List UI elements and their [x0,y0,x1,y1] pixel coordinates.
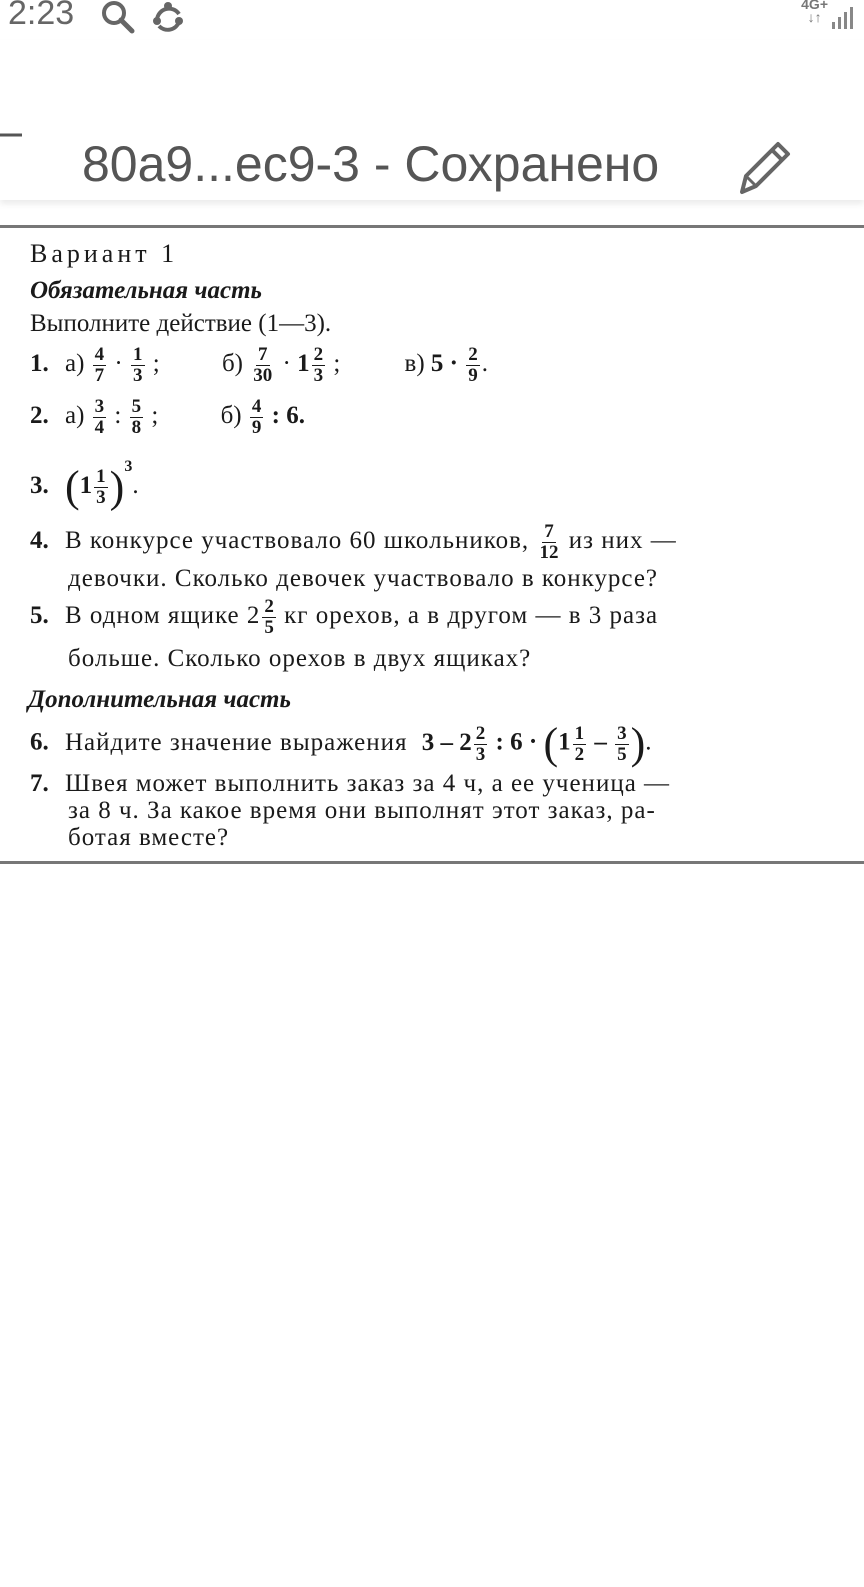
denominator: 3 [313,365,324,386]
fraction [130,397,144,438]
problem-5 [30,597,658,638]
fraction [93,397,107,438]
problem-7 [30,770,670,798]
whole-part: 1 [79,472,93,499]
fraction [537,522,560,563]
close-paren: ) [630,719,646,768]
denominator: 9 [251,417,262,438]
fraction [262,597,276,638]
denominator: 7 [94,365,105,386]
app-bar [0,40,864,200]
problem-number: 5. [30,602,49,630]
problem-number: 1. [30,350,49,378]
punctuation: . [645,728,652,756]
expression-part: 3 – 2 [421,728,472,756]
numerator: 4 [94,344,105,365]
status-time: 2:23 [8,0,75,32]
problem-4-line-2: девочки. Сколько девочек участвовало в конкурсе? [68,565,659,592]
edit-pencil-icon[interactable] [734,136,794,196]
problem-number: 4. [30,527,49,555]
whole-part: 1 [297,350,310,378]
fraction [250,397,264,438]
variant-heading: Вариант 1 [30,239,179,268]
denominator: 3 [96,486,106,508]
network-indicator [801,0,828,24]
close-paren: ) [109,462,125,512]
problem-text: В конкурсе участвовало 60 школьников, [65,527,530,555]
additional-heading: Дополнительная часть [28,686,291,713]
exponent: 3 [124,458,133,475]
denominator: 5 [264,617,274,638]
problem-number: 2. [30,402,49,430]
numerator: 2 [468,344,478,365]
numerator: 3 [617,722,627,744]
problem-5-line-2: больше. Сколько орехов в двух ящиках? [68,645,532,672]
mandatory-heading: Обязательная часть [30,277,262,304]
denominator: 3 [133,365,143,386]
search-icon [100,0,136,34]
fraction [312,345,326,386]
expression-part: : 6 · [495,728,538,756]
fraction [94,467,108,508]
numerator: 1 [96,465,106,487]
problem-2 [30,397,305,438]
fraction [573,724,587,765]
numerator: 2 [264,596,274,617]
top-rule [0,225,864,228]
part-label: а) [65,350,85,378]
problem-text: Найдите значение выражения [65,728,408,756]
expression-part: : 6. [271,402,305,430]
bottom-rule [0,861,864,864]
numerator: 7 [544,521,554,542]
open-paren: ( [543,719,559,768]
problem-text: из них — [568,527,677,555]
denominator: 3 [475,743,486,765]
problem-number: 6. [30,728,49,756]
expression-part: 5 · [430,350,459,378]
network-arrows-icon: ↓↑ [807,9,822,25]
numerator: 1 [133,344,143,365]
document-page [0,225,864,865]
part-label: а) [65,402,85,430]
numerator: 2 [313,344,324,365]
part-label: в) [404,350,425,378]
denominator: 5 [617,743,627,765]
punctuation: . [132,472,139,499]
problem-6 [30,719,652,768]
fraction [474,724,488,765]
whole-part: 1 [558,728,571,756]
network-type: 4G+ [801,0,828,12]
numerator: 7 [258,344,268,365]
operator: · [114,350,123,378]
denominator: 8 [131,417,142,438]
problem-7-line-2: за 8 ч. За какое время они выполнят этот заказ, ра- [68,797,656,824]
numerator: 1 [574,722,585,744]
problem-text: Швея может выполнить заказ за 4 ч, а ее ученица — [65,770,671,797]
punctuation: . [481,350,489,378]
problem-text: кг орехов, а в другом — в 3 раза [284,602,659,630]
part-label: б) [221,350,243,378]
operator: : [114,402,122,430]
problem-number: 3. [30,472,49,499]
fraction [466,345,480,386]
problem-3 [30,453,139,512]
operator: · [282,350,291,378]
fraction [615,724,629,765]
fraction [93,345,107,386]
operator: – [594,728,607,756]
denominator: 12 [539,542,559,563]
numerator: 4 [251,396,262,417]
open-paren: ( [65,462,80,512]
punctuation: ; [151,402,159,430]
signal-icon [830,6,854,30]
fraction [131,345,145,386]
numerator: 3 [94,396,105,417]
problem-text: В одном ящике 2 [65,602,261,630]
fraction [251,345,274,386]
denominator: 4 [94,417,105,438]
punctuation: ; [152,350,160,378]
numerator: 2 [475,722,486,744]
sync-icon [150,0,186,34]
denominator: 2 [574,743,585,765]
instruction-text: Выполните действие (1—3). [30,310,332,337]
punctuation: ; [333,350,341,378]
problem-1 [30,345,488,386]
denominator: 9 [468,365,478,386]
document-title: 80a9...ec9-3 - Сохранено [82,136,660,192]
problem-number: 7. [30,770,49,797]
part-label: б) [220,402,242,430]
numerator: 5 [131,396,142,417]
denominator: 30 [253,365,273,386]
status-bar [0,0,864,40]
problem-4 [30,522,677,563]
back-icon[interactable] [0,130,26,140]
problem-7-line-3: ботая вместе? [68,824,230,851]
